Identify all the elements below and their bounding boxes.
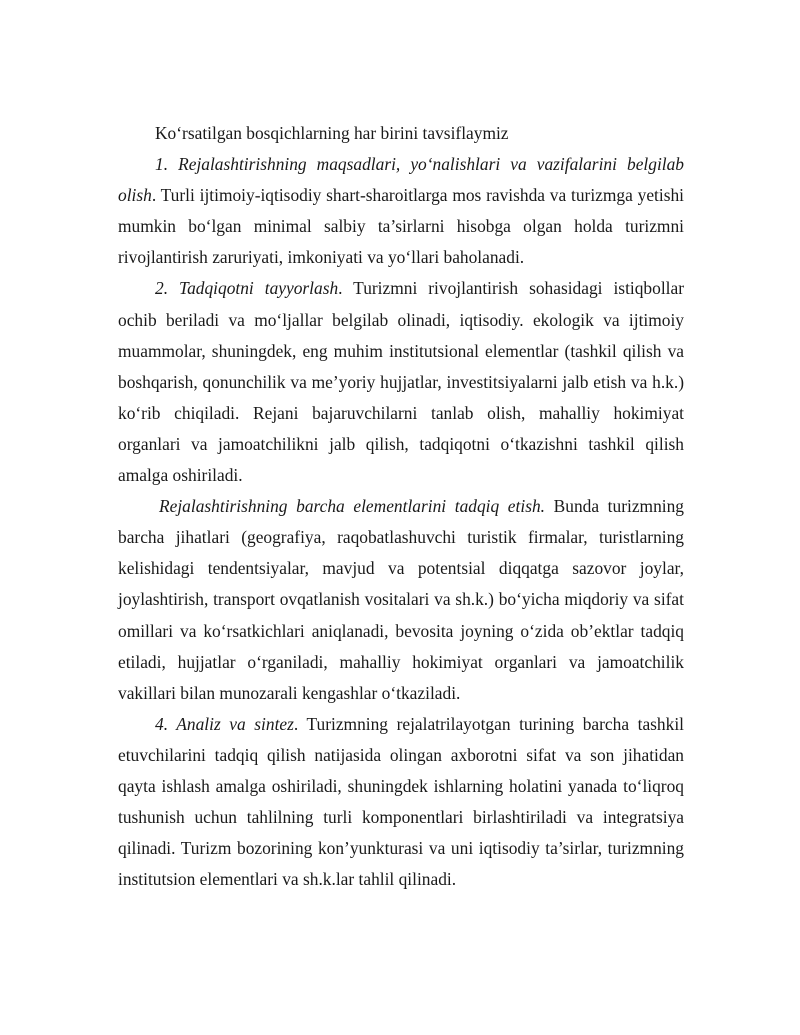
section-body-3: Bunda turizmning barcha jihatlari (geografiya, raqobatlashuvchi turistik firmalar, turistlarning kelishidagi tendentsiyalar, mavjud va potentsial diqqatga sazovor joylar, joylashtirish, transport ovqatlanish vositalari va sh.k.) bo‘yicha miqdoriy va sifat omillari va ko‘rsatkichlari aniqlanadi, bevosita joyning o‘zida ob’ektlar tadqiq etiladi, hujjatlar o‘rganiladi, mahalliy hokimiyat organlari va jamoatchilik vakillari bilan munozarali kengashlar o‘tkaziladi. [118,496,684,703]
section-paragraph-4 [118,709,684,896]
document-page [118,118,684,895]
intro-text: Ko‘rsatilgan bosqichlarning har birini tavsiflaymiz [155,123,509,143]
intro-paragraph [118,118,684,149]
section-body-2: . Turizmni rivojlantirish sohasidagi istiqbollar ochib beriladi va mo‘ljallar belgilab olinadi, iqtisodiy. ekologik va ijtimoiy muammolar, shuningdek, eng muhim institutsional elementlar (tashkil qilish va boshqarish, qonunchilik va me’yoriy hujjatlar, investitsiyalarni jalb etish va h.k.) ko‘rib chiqiladi. Rejani bajaruvchilarni tanlab olish, mahalliy hokimiyat organlari va jamoatchilikni jalb qilish, tadqiqotni o‘tkazishni tashkil qilish amalga oshiriladi. [118,278,684,486]
section-heading-3: Rejalashtirishning barcha elementlarini tadqiq etish. [159,496,546,517]
section-body-4: . Turizmning rejalatrilayotgan turining barcha tashkil etuvchilarini tadqiq qilish natijasida olingan axborotni sifat va son jihatidan qayta ishlash amalga oshiriladi, shuningdek ishlarning holatini yanada to‘liqroq tushunish uchun tahlilning turli komponentlari birlashtiriladi va integratsiya qilinadi. Turizm bozorining kon’yunkturasi va uni iqtisodiy ta’sirlar, turizmning institutsion elementlari va sh.k.lar tahlil qilinadi. [118,713,684,890]
section-heading-2: 2. Tadqiqotni tayyorlash [155,278,339,299]
section-heading-4: 4. Analiz va sintez [155,713,294,734]
section-paragraph-3 [118,491,684,709]
section-paragraph-1 [118,149,684,273]
section-heading-1: 1. Rejalashtirishning maqsadlari, yo‘nalishlari va vazifalarini belgilab olish [118,154,684,206]
section-body-1: . Turli ijtimoiy-iqtisodiy shart-sharoitlarga mos ravishda va turizmga yetishi mumkin bo‘lgan minimal salbiy ta’sirlarni hisobga olgan holda turizmni rivojlantirish zaruriyati, imkoniyati va yo‘llari baholanadi. [118,185,684,268]
section-paragraph-2 [118,273,684,491]
